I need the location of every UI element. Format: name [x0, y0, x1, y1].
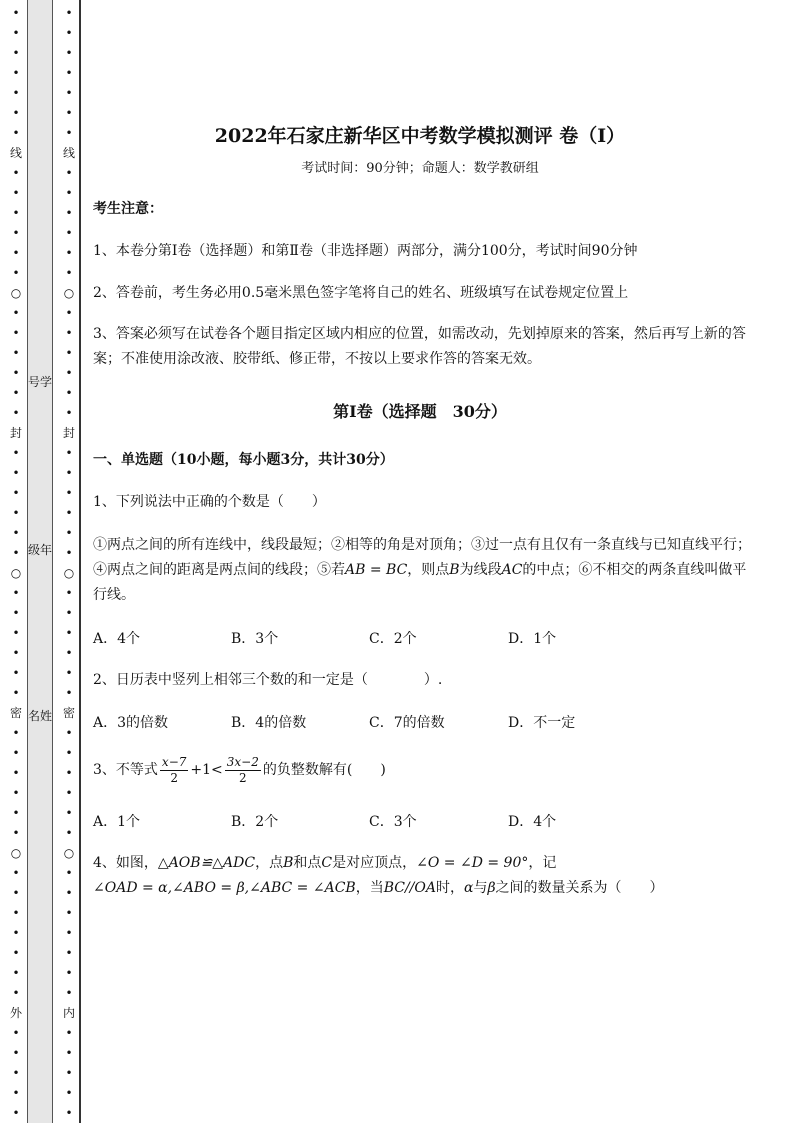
seal-dot: • — [12, 726, 20, 740]
seal-dot: • — [65, 366, 73, 380]
fraction-1: $\frac{x-7}{2}$ — [161, 754, 187, 785]
q1-option-c: C．2个 — [369, 631, 417, 647]
exam-subtitle: 考试时间：90分钟；命题人：数学教研组 — [301, 161, 539, 176]
seal-label: 密 — [62, 706, 75, 720]
q1-option-a: A．4个 — [93, 631, 141, 647]
seal-dot: • — [12, 6, 20, 20]
seal-dot: • — [12, 466, 20, 480]
q2-option-b: B．4的倍数 — [231, 715, 307, 731]
q1-option-d: D．1个 — [508, 631, 557, 647]
seal-dot: • — [12, 786, 20, 800]
seal-dot: • — [65, 626, 73, 640]
seal-dot: • — [12, 666, 20, 680]
seal-dot: • — [12, 1046, 20, 1060]
field-student-number: 号学 — [27, 375, 52, 389]
seal-dot: • — [65, 546, 73, 560]
seal-dot: • — [65, 46, 73, 60]
q3-stem: 3、不等式 $\frac{x-7}{2}$ +1< $\frac{3x-2}{2}$ 的负整数解有( ) — [93, 754, 386, 785]
seal-dot: • — [65, 186, 73, 200]
seal-dot: • — [65, 1086, 73, 1100]
field-name: 名姓 — [27, 709, 52, 723]
seal-dot: • — [65, 326, 73, 340]
q2-options — [93, 712, 753, 736]
seal-dot: • — [12, 406, 20, 420]
notice-item-1: 1、本卷分第Ⅰ卷（选择题）和第Ⅱ卷（非选择题）两部分，满分100分，考试时间90分钟 — [93, 243, 638, 259]
seal-dot: • — [65, 986, 73, 1000]
seal-circle: ○ — [10, 566, 22, 580]
q4-stem: 4、如图，△AOB≌△ADC，点B和点C是对应顶点，∠O = ∠D = 90°，记 ∠OAD = α,∠ABO = β,∠ABC = ∠ACB，当BC//OA时，α与β之间的数量关系为（ ） — [93, 855, 664, 896]
seal-dot: • — [65, 386, 73, 400]
seal-dot: • — [65, 886, 73, 900]
inner-seal-line — [62, 0, 76, 1123]
seal-dot: • — [65, 926, 73, 940]
seal-dot: • — [12, 306, 20, 320]
seal-dot: • — [65, 66, 73, 80]
seal-dot: • — [12, 86, 20, 100]
seal-dot: • — [65, 826, 73, 840]
seal-dot: • — [65, 106, 73, 120]
seal-dot: • — [12, 886, 20, 900]
section-heading: 一、单选题（10小题，每小题3分，共计30分） — [93, 452, 394, 468]
seal-dot: • — [65, 1046, 73, 1060]
seal-dot: • — [65, 406, 73, 420]
seal-dot: • — [12, 186, 20, 200]
q1-option-b: B．3个 — [231, 631, 279, 647]
seal-dot: • — [65, 526, 73, 540]
seal-dot: • — [65, 346, 73, 360]
seal-circle: ○ — [10, 846, 22, 860]
seal-circle: ○ — [63, 566, 75, 580]
seal-dot: • — [65, 226, 73, 240]
q2-option-d: D．不一定 — [508, 715, 576, 731]
seal-dot: • — [65, 266, 73, 280]
seal-dot: • — [12, 1026, 20, 1040]
seal-dot: • — [65, 686, 73, 700]
seal-dot: • — [65, 866, 73, 880]
q1-stem: 1、下列说法中正确的个数是（ ） — [93, 494, 326, 510]
seal-dot: • — [65, 246, 73, 260]
seal-dot: • — [12, 66, 20, 80]
student-info-strip — [27, 0, 53, 1123]
seal-dot: • — [12, 546, 20, 560]
seal-dot: • — [65, 6, 73, 20]
seal-dot: • — [12, 586, 20, 600]
seal-dot: • — [65, 966, 73, 980]
seal-label: 密 — [9, 706, 22, 720]
seal-dot: • — [12, 606, 20, 620]
seal-dot: • — [12, 386, 20, 400]
q3-options — [93, 811, 753, 835]
seal-dot: • — [12, 866, 20, 880]
seal-dot: • — [12, 346, 20, 360]
seal-label: 封 — [62, 426, 75, 440]
seal-dot: • — [65, 786, 73, 800]
seal-dot: • — [65, 466, 73, 480]
seal-dot: • — [65, 726, 73, 740]
q2-stem: 2、日历表中竖列上相邻三个数的和一定是（ ）. — [93, 672, 443, 688]
binding-margin — [0, 0, 84, 1123]
fraction-2: $\frac{3x-2}{2}$ — [226, 754, 259, 785]
seal-label: 封 — [9, 426, 22, 440]
seal-dot: • — [65, 806, 73, 820]
seal-dot: • — [65, 946, 73, 960]
seal-dot: • — [12, 446, 20, 460]
seal-label: 外 — [9, 1006, 22, 1020]
exam-title: 2022年石家庄新华区中考数学模拟测评 卷（Ⅰ） — [214, 125, 626, 147]
part-title: 第Ⅰ卷（选择题 30分） — [333, 402, 507, 421]
binding-rule — [79, 0, 81, 1123]
q3-option-d: D．4个 — [508, 814, 557, 830]
seal-dot: • — [12, 526, 20, 540]
notice-heading: 考生注意： — [93, 201, 163, 217]
seal-dot: • — [12, 646, 20, 660]
seal-dot: • — [12, 986, 20, 1000]
seal-circle: ○ — [10, 286, 22, 300]
q2-option-a: A．3的倍数 — [93, 715, 169, 731]
q3-option-a: A．1个 — [93, 814, 141, 830]
seal-dot: • — [65, 486, 73, 500]
q1-options — [93, 628, 753, 652]
seal-dot: • — [12, 266, 20, 280]
seal-dot: • — [12, 1086, 20, 1100]
seal-dot: • — [12, 106, 20, 120]
q2-option-c: C．7的倍数 — [369, 715, 445, 731]
seal-dot: • — [65, 446, 73, 460]
field-class: 级年 — [27, 543, 52, 557]
seal-dot: • — [65, 126, 73, 140]
seal-dot: • — [12, 26, 20, 40]
seal-dot: • — [65, 606, 73, 620]
outer-seal-line — [9, 0, 23, 1123]
seal-dot: • — [12, 1106, 20, 1120]
seal-dot: • — [65, 306, 73, 320]
seal-dot: • — [65, 1106, 73, 1120]
seal-dot: • — [12, 226, 20, 240]
notice-item-2: 2、答卷前，考生务必用0.5毫米黑色签字笔将自己的姓名、班级填写在试卷规定位置上 — [93, 285, 629, 301]
seal-dot: • — [65, 746, 73, 760]
seal-dot: • — [65, 26, 73, 40]
seal-dot: • — [65, 766, 73, 780]
seal-dot: • — [12, 826, 20, 840]
seal-dot: • — [12, 906, 20, 920]
seal-dot: • — [65, 666, 73, 680]
seal-dot: • — [12, 126, 20, 140]
seal-label: 内 — [62, 1006, 75, 1020]
seal-dot: • — [12, 766, 20, 780]
seal-dot: • — [65, 166, 73, 180]
seal-dot: • — [12, 626, 20, 640]
seal-circle: ○ — [63, 286, 75, 300]
seal-dot: • — [12, 206, 20, 220]
seal-dot: • — [65, 1066, 73, 1080]
seal-dot: • — [65, 206, 73, 220]
seal-dot: • — [12, 506, 20, 520]
seal-dot: • — [12, 746, 20, 760]
seal-dot: • — [12, 486, 20, 500]
seal-dot: • — [65, 646, 73, 660]
seal-dot: • — [65, 586, 73, 600]
seal-dot: • — [65, 506, 73, 520]
seal-circle: ○ — [63, 846, 75, 860]
seal-dot: • — [12, 246, 20, 260]
q1-body: ①两点之间的所有连线中，线段最短；②相等的角是对顶角；③过一点有且仅有一条直线与已知直线平行；④两点之间的距离是两点间的线段；⑤若AB = BC，则点B为线段AC的中点；⑥不相交的两条直线叫做平行线。 — [93, 537, 751, 603]
seal-dot: • — [12, 366, 20, 380]
q3-option-b: B．2个 — [231, 814, 279, 830]
seal-dot: • — [12, 966, 20, 980]
seal-label: 线 — [9, 146, 22, 160]
seal-dot: • — [12, 946, 20, 960]
q3-option-c: C．3个 — [369, 814, 417, 830]
seal-dot: • — [12, 926, 20, 940]
seal-dot: • — [12, 166, 20, 180]
seal-dot: • — [12, 806, 20, 820]
seal-dot: • — [12, 686, 20, 700]
seal-dot: • — [12, 326, 20, 340]
notice-item-3: 3、答案必须写在试卷各个题目指定区域内相应的位置，如需改动，先划掉原来的答案，然后再写上新的答案；不准使用涂改液、胶带纸、修正带，不按以上要求作答的答案无效。 — [93, 326, 746, 367]
seal-label: 线 — [62, 146, 75, 160]
seal-dot: • — [12, 1066, 20, 1080]
seal-dot: • — [65, 86, 73, 100]
seal-dot: • — [12, 46, 20, 60]
seal-dot: • — [65, 906, 73, 920]
seal-dot: • — [65, 1026, 73, 1040]
